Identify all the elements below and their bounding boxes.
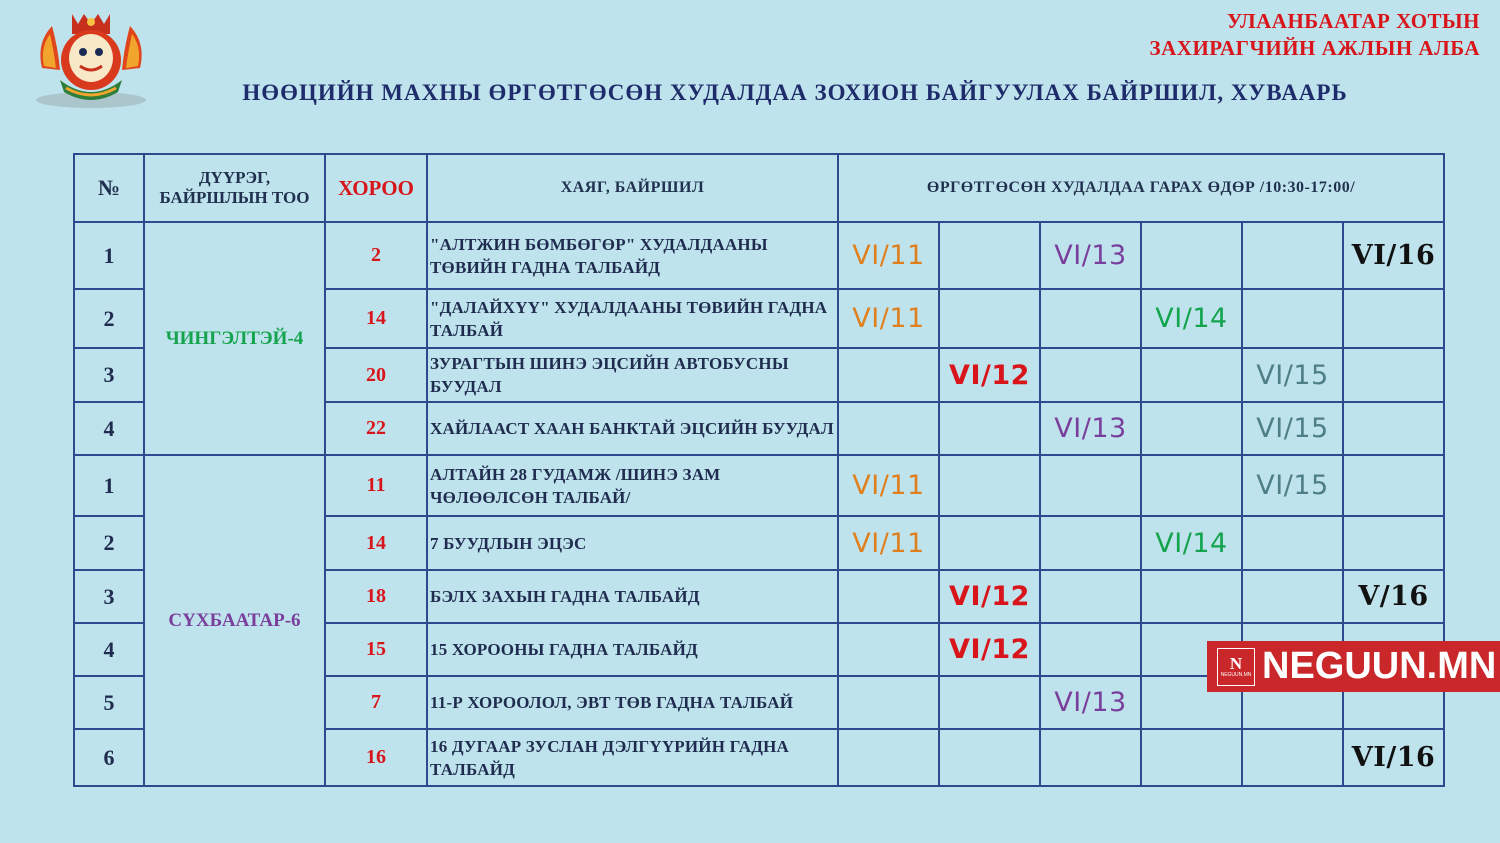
sale-date: VI/13 [1054,413,1127,444]
district-name: ЧИНГЭЛТЭЙ-4 [144,222,325,455]
sale-date: VI/14 [1155,527,1228,559]
sale-date: VI/16 [1351,742,1436,773]
khoroo-number: 20 [325,348,427,402]
day-cell [838,289,939,348]
day-cell [1242,222,1343,289]
day-cell [1242,455,1343,516]
sale-date: VI/11 [852,470,925,501]
day-cell [939,570,1040,623]
khoroo-number: 18 [325,570,427,623]
day-cell [1040,729,1141,786]
day-cell [838,729,939,786]
row-number: 4 [74,402,144,455]
address-cell: ЗУРАГТЫН ШИНЭ ЭЦСИЙН АВТОБУСНЫ БУУДАЛ [427,348,838,402]
day-cell [838,516,939,570]
day-cell [939,676,1040,729]
sale-date: VI/15 [1256,359,1329,391]
day-cell [1343,729,1444,786]
org-line-1: УЛААНБААТАР ХОТЫН [1226,9,1480,33]
day-cell [939,455,1040,516]
khoroo-number: 14 [325,289,427,348]
sale-date: VI/12 [949,581,1030,612]
table-row [74,222,1444,289]
day-cell [1141,222,1242,289]
sale-date: VI/11 [852,303,925,334]
header-district: ДҮҮРЭГ, БАЙРШЛЫН ТОО [144,154,325,222]
day-cell [838,623,939,676]
row-number: 4 [74,623,144,676]
city-emblem-logo [30,8,152,110]
khoroo-number: 14 [325,516,427,570]
address-cell: 16 ДУГААР ЗУСЛАН ДЭЛГҮҮРИЙН ГАДНА ТАЛБАЙД [427,729,838,786]
sale-date: VI/13 [1054,687,1127,718]
khoroo-number: 15 [325,623,427,676]
day-cell [1242,729,1343,786]
sale-date: VI/15 [1256,470,1329,501]
day-cell [1040,402,1141,455]
row-number: 2 [74,516,144,570]
row-number: 6 [74,729,144,786]
day-cell [1242,348,1343,402]
day-cell [1343,570,1444,623]
address-cell: ХАЙЛААСТ ХААН БАНКТАЙ ЭЦСИЙН БУУДАЛ [427,402,838,455]
header-days: ӨРГӨТГӨСӨН ХУДАЛДАА ГАРАХ ӨДӨР /10:30-17:00/ [838,154,1444,222]
address-cell: 11-Р ХОРООЛОЛ, ЭВТ ТӨВ ГАДНА ТАЛБАЙ [427,676,838,729]
district-name: СҮХБААТАР-6 [144,455,325,786]
day-cell [939,516,1040,570]
day-cell [1343,348,1444,402]
watermark-text: NEGUUN.MN [1262,645,1497,687]
day-cell [1040,455,1141,516]
header-address: ХАЯГ, БАЙРШИЛ [427,154,838,222]
khoroo-number: 11 [325,455,427,516]
day-cell [1141,455,1242,516]
day-cell [838,455,939,516]
org-line-2: ЗАХИРАГЧИЙН АЖЛЫН АЛБА [1149,36,1480,60]
day-cell [1242,289,1343,348]
row-number: 2 [74,289,144,348]
sale-date: VI/12 [949,359,1030,391]
day-cell [838,348,939,402]
day-cell [1040,222,1141,289]
day-cell [838,570,939,623]
watermark-logo-mark: N [1229,654,1243,673]
sale-date: VI/14 [1155,303,1228,334]
sale-date: VI/15 [1256,413,1329,444]
day-cell [838,676,939,729]
row-number: 3 [74,348,144,402]
watermark-logo-icon [1217,648,1255,686]
address-cell: "АЛТЖИН БӨМБӨГӨР" ХУДАЛДААНЫ ТӨВИЙН ГАДНА ТАЛБАЙД [427,222,838,289]
day-cell [1343,516,1444,570]
day-cell [1141,729,1242,786]
address-cell: 7 БУУДЛЫН ЭЦЭС [427,516,838,570]
header-khoroo: ХОРОО [325,154,427,222]
day-cell [1040,348,1141,402]
day-cell [939,623,1040,676]
header-row [74,154,1444,222]
sale-date: VI/16 [1351,240,1436,271]
page-title: НӨӨЦИЙН МАХНЫ ӨРГӨТГӨСӨН ХУДАЛДАА ЗОХИОН БАЙГУУЛАХ БАЙРШИЛ, ХУВААРЬ [242,80,1348,105]
khoroo-number: 16 [325,729,427,786]
day-cell [1343,402,1444,455]
day-cell [939,402,1040,455]
address-cell: АЛТАЙН 28 ГУДАМЖ /ШИНЭ ЗАМ ЧӨЛӨӨЛСӨН ТАЛБАЙ/ [427,455,838,516]
day-cell [1141,402,1242,455]
sale-date: VI/11 [852,527,925,559]
address-cell: БЭЛХ ЗАХЫН ГАДНА ТАЛБАЙД [427,570,838,623]
sale-date: VI/13 [1054,240,1127,271]
day-cell [939,289,1040,348]
day-cell [1040,676,1141,729]
day-cell [1343,222,1444,289]
day-cell [1242,402,1343,455]
day-cell [1141,516,1242,570]
day-cell [1040,289,1141,348]
table-row [74,455,1444,516]
sale-date: VI/12 [949,634,1030,665]
sale-date: V/16 [1358,581,1429,612]
watermark-logo-small: NEGUUN.MN [1220,672,1252,678]
day-cell [939,729,1040,786]
day-cell [1040,570,1141,623]
day-cell [838,402,939,455]
header-no: № [74,154,144,222]
day-cell [939,222,1040,289]
watermark-badge [1207,641,1500,692]
day-cell [1040,623,1141,676]
khoroo-number: 2 [325,222,427,289]
khoroo-number: 22 [325,402,427,455]
khoroo-number: 7 [325,676,427,729]
row-number: 3 [74,570,144,623]
day-cell [1343,289,1444,348]
day-cell [1141,289,1242,348]
address-cell: 15 ХОРООНЫ ГАДНА ТАЛБАЙД [427,623,838,676]
day-cell [1242,570,1343,623]
sale-date: VI/11 [852,240,925,271]
day-cell [1242,516,1343,570]
day-cell [939,348,1040,402]
day-cell [1040,516,1141,570]
row-number: 1 [74,222,144,289]
day-cell [838,222,939,289]
schedule-body [74,222,1444,786]
day-cell [1141,570,1242,623]
day-cell [1141,348,1242,402]
address-cell: "ДАЛАЙХҮҮ" ХУДАЛДААНЫ ТӨВИЙН ГАДНА ТАЛБАЙ [427,289,838,348]
day-cell [1343,455,1444,516]
row-number: 5 [74,676,144,729]
organization-name [1150,8,1480,62]
row-number: 1 [74,455,144,516]
